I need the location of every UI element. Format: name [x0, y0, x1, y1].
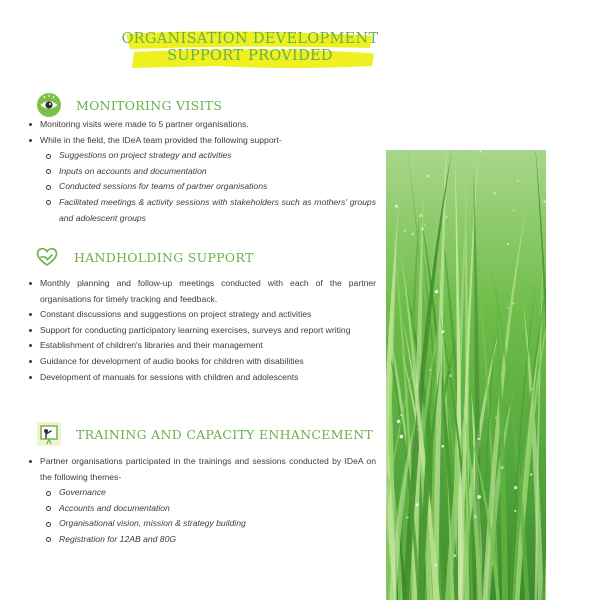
dew-drop: [495, 417, 496, 418]
list-item: [26, 454, 376, 548]
dew-drop: [404, 230, 406, 232]
dew-drop: [442, 445, 445, 448]
sub-item: Conducted sessions for teams of partner organisations: [40, 179, 376, 195]
sub-item: Suggestions on project strategy and activities: [40, 148, 376, 164]
dew-drop: [442, 330, 445, 333]
list-item: Establishment of children's libraries and their management: [26, 338, 376, 354]
dew-drop: [397, 420, 400, 423]
dew-drop: [543, 200, 545, 202]
monitoring-heading: [36, 92, 222, 118]
list-item: Support for conducting participatory learning exercises, surveys and report writing: [26, 323, 376, 339]
dew-drop: [477, 495, 481, 499]
sub-item: Inputs on accounts and documentation: [40, 164, 376, 180]
dew-drop: [495, 229, 496, 230]
dew-drop: [418, 428, 419, 429]
dew-drop: [493, 191, 496, 194]
list-item: Monthly planning and follow-up meetings conducted with each of the partner organisations for timely tracking and feedback.: [26, 276, 376, 307]
grass-photo: [386, 150, 546, 600]
dew-drop: [395, 205, 398, 208]
monitoring-list: [26, 117, 376, 226]
sub-item: Registration for 12AB and 80G: [40, 532, 376, 548]
dew-drop: [424, 224, 426, 226]
dew-drop: [480, 151, 482, 153]
dew-drop: [435, 290, 438, 293]
dew-drop: [412, 233, 414, 235]
list-item: [26, 133, 376, 227]
dew-drop: [513, 210, 514, 211]
dew-drop: [446, 216, 448, 218]
dew-drop: [500, 466, 504, 470]
list-item: Guidance for development of audio books for children with disabilities: [26, 354, 376, 370]
dew-drop: [531, 388, 533, 390]
sub-item: Accounts and documentation: [40, 501, 376, 517]
monitoring-sublist: [40, 148, 376, 226]
dew-drop: [507, 307, 509, 309]
training-list: [26, 454, 376, 548]
training-heading: [36, 421, 373, 447]
dew-drop: [419, 214, 423, 218]
dew-drop: [512, 302, 514, 304]
dew-drop: [514, 510, 516, 512]
dew-drop: [421, 228, 424, 231]
dew-drop: [429, 369, 431, 371]
heart-hand-icon: [34, 244, 60, 270]
title-line-1: ORGANISATION DEVELOPMENT: [121, 31, 379, 47]
dew-drop: [406, 516, 409, 519]
page-title: [120, 28, 380, 72]
dew-drop: [474, 515, 477, 518]
dew-drop: [478, 438, 480, 440]
sub-item: Facilitated meetings & activity sessions with stakeholders such as mothers' groups and adolescent groups: [40, 195, 376, 226]
handholding-heading: [34, 244, 254, 270]
eye-icon: [36, 92, 62, 118]
handholding-heading-label: HANDHOLDING SUPPORT: [74, 249, 254, 265]
sub-item: Organisational vision, mission & strategy building: [40, 516, 376, 532]
presentation-board-icon: [36, 421, 62, 447]
handholding-list: [26, 276, 376, 385]
sub-item: Governance: [40, 485, 376, 501]
dew-drop: [492, 563, 493, 564]
dew-drop: [454, 554, 457, 557]
training-sublist: [40, 485, 376, 547]
list-item-text: Partner organisations participated in the trainings and sessions conducted by IDeA on the following themes-: [40, 456, 376, 482]
monitoring-heading-label: MONITORING VISITS: [76, 97, 223, 113]
training-heading-label: TRAINING AND CAPACITY ENHANCEMENT: [76, 426, 374, 442]
list-item: Development of manuals for sessions with children and adolescents: [26, 370, 376, 386]
list-item: Monitoring visits were made to 5 partner organisations.: [26, 117, 376, 133]
dew-drop: [507, 243, 509, 245]
dew-drop: [416, 503, 419, 506]
dew-drop: [434, 564, 437, 567]
dew-drop: [400, 414, 402, 416]
dew-drop: [517, 180, 519, 182]
list-item: Constant discussions and suggestions on project strategy and activities: [26, 307, 376, 323]
dew-drop: [449, 374, 452, 377]
list-item-text: While in the field, the IDeA team provided the following support-: [40, 134, 282, 145]
dew-drop: [514, 486, 517, 489]
dew-drop: [400, 435, 404, 439]
dew-drop: [427, 175, 430, 178]
dew-drop: [530, 473, 532, 475]
title-line-2: SUPPORT PROVIDED: [167, 48, 333, 64]
